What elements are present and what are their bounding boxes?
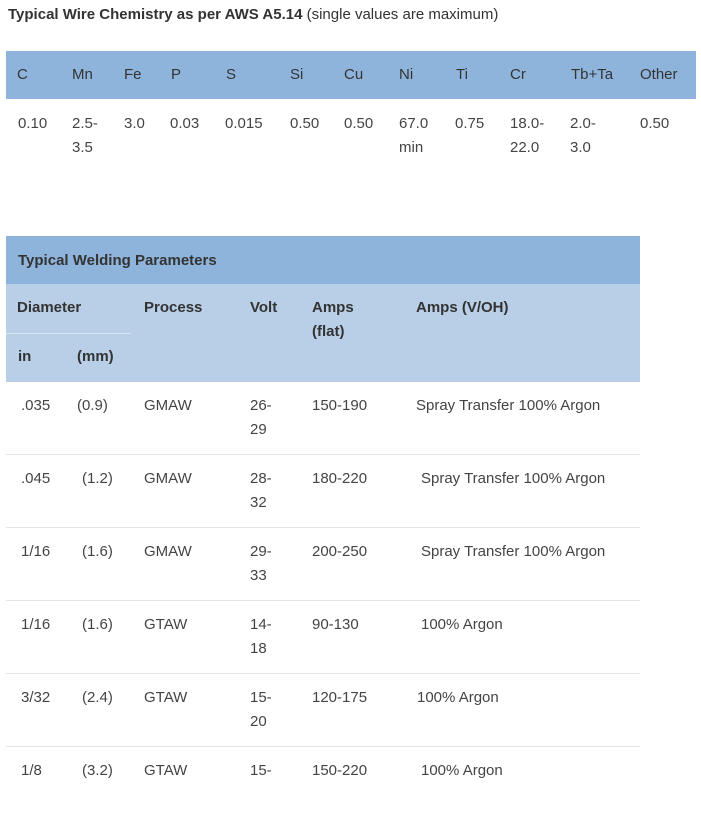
header-p: P — [171, 66, 182, 83]
cell-amps: 120-175 — [312, 689, 368, 706]
cell-mm: (1.6) — [82, 616, 113, 633]
cell-mm: (1.6) — [82, 543, 113, 560]
header-in: in — [18, 348, 32, 365]
header-si: Si — [290, 66, 304, 83]
cell-mm: (3.2) — [82, 762, 113, 779]
table-row — [6, 747, 640, 819]
cell-volt: 14- 18 — [250, 616, 272, 657]
cell-volt: 26- 29 — [250, 397, 272, 438]
value-ni: 67.0 min — [399, 115, 429, 156]
value-mn: 2.5- 3.5 — [72, 115, 98, 156]
cell-process: GMAW — [144, 397, 192, 414]
cell-voh: Spray Transfer 100% Argon — [416, 397, 601, 414]
welding-table — [6, 236, 640, 819]
value-cr: 18.0- 22.0 — [510, 115, 545, 156]
cell-voh: 100% Argon — [417, 689, 499, 706]
cell-volt: 28- 32 — [250, 470, 272, 511]
cell-in: .035 — [21, 397, 51, 414]
value-cu: 0.50 — [344, 115, 374, 132]
cell-voh: Spray Transfer 100% Argon — [421, 543, 606, 560]
cell-process: GTAW — [144, 689, 188, 706]
value-c: 0.10 — [18, 115, 48, 132]
cell-voh: Spray Transfer 100% Argon — [421, 470, 606, 487]
cell-in: 1/16 — [21, 616, 51, 633]
chemistry-table — [6, 51, 696, 156]
header-tbta: Tb+Ta — [571, 66, 614, 83]
table-row — [6, 528, 640, 601]
header-cu: Cu — [344, 66, 364, 83]
cell-amps: 150-190 — [312, 397, 368, 414]
header-ti: Ti — [456, 66, 468, 83]
value-tbta: 2.0- 3.0 — [570, 115, 596, 156]
value-other: 0.50 — [640, 115, 670, 132]
header-amps-flat: Amps (flat) — [312, 299, 354, 340]
cell-in: .045 — [21, 470, 51, 487]
chemistry-header-row — [6, 51, 696, 99]
welding-rows — [6, 382, 640, 819]
cell-voh: 100% Argon — [421, 762, 503, 779]
value-p: 0.03 — [170, 115, 200, 132]
header-mn: Mn — [72, 66, 93, 83]
table-row — [6, 382, 640, 455]
header-mm: (mm) — [77, 348, 114, 365]
cell-mm: (2.4) — [82, 689, 113, 706]
cell-in: 1/8 — [21, 762, 42, 779]
welding-title: Typical Welding Parameters — [18, 252, 217, 269]
chemistry-title: Typical Wire Chemistry as per AWS A5.14 — [8, 6, 303, 23]
header-fe: Fe — [124, 66, 142, 83]
cell-in: 1/16 — [21, 543, 51, 560]
welding-header — [6, 284, 640, 382]
value-fe: 3.0 — [124, 115, 145, 132]
cell-amps: 150-220 — [312, 762, 368, 779]
header-process: Process — [144, 299, 203, 316]
cell-amps: 180-220 — [312, 470, 368, 487]
header-cr: Cr — [510, 66, 526, 83]
cell-process: GTAW — [144, 762, 188, 779]
cell-process: GTAW — [144, 616, 188, 633]
cell-amps: 90-130 — [312, 616, 359, 633]
header-diameter: Diameter — [17, 299, 82, 316]
value-si: 0.50 — [290, 115, 320, 132]
cell-process: GMAW — [144, 470, 192, 487]
header-s: S — [226, 66, 237, 83]
header-other: Other — [640, 66, 678, 83]
value-s: 0.015 — [225, 115, 263, 132]
cell-voh: 100% Argon — [421, 616, 503, 633]
cell-amps: 200-250 — [312, 543, 368, 560]
chemistry-note: (single values are maximum) — [306, 6, 499, 23]
cell-process: GMAW — [144, 543, 192, 560]
value-ti: 0.75 — [455, 115, 485, 132]
header-c: C — [17, 66, 28, 83]
cell-mm: (0.9) — [77, 397, 108, 414]
cell-volt: 29- 33 — [250, 543, 272, 584]
header-volt: Volt — [250, 299, 278, 316]
table-row — [6, 455, 640, 528]
welding-title-row — [6, 236, 640, 284]
header-divider — [6, 333, 131, 334]
header-ni: Ni — [399, 66, 414, 83]
cell-volt: 15- — [250, 762, 272, 779]
chemistry-value-row — [6, 112, 696, 172]
cell-in: 3/32 — [21, 689, 51, 706]
chemistry-heading — [8, 6, 498, 23]
cell-mm: (1.2) — [82, 470, 113, 487]
header-amps-voh: Amps (V/OH) — [416, 299, 509, 316]
table-row — [6, 674, 640, 747]
table-row — [6, 601, 640, 674]
cell-volt: 15- 20 — [250, 689, 272, 730]
